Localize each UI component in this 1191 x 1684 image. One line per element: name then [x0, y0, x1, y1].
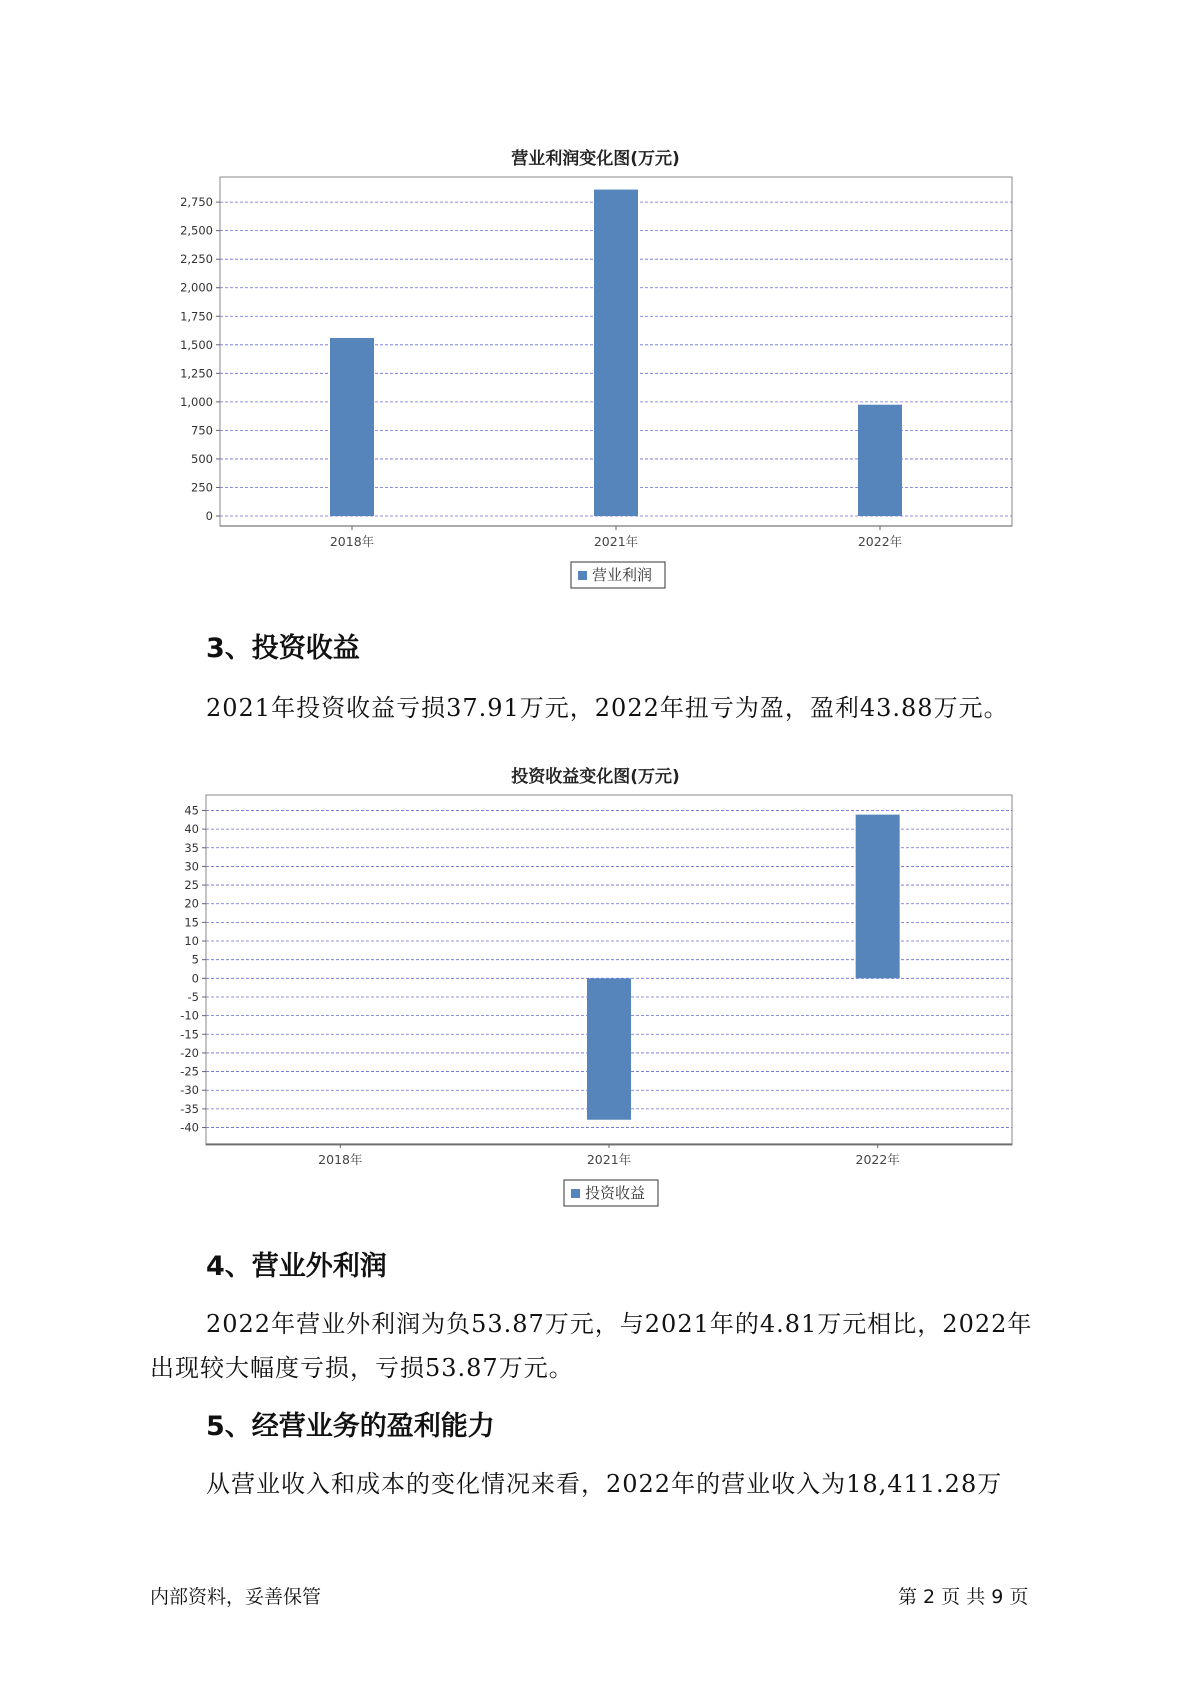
- y-tick-label: -20: [180, 1045, 199, 1060]
- y-tick-label: 35: [184, 840, 199, 855]
- y-tick-label: 1,500: [180, 337, 213, 352]
- bar-2022年: [856, 815, 900, 979]
- y-tick-label: 0: [191, 971, 199, 986]
- x-tick-label: 2021年: [586, 1152, 632, 1167]
- y-tick-label: 2,750: [180, 195, 213, 210]
- y-tick-label: -10: [180, 1008, 199, 1023]
- section-4-text-line1: 2022年营业外利润为负53.87万元，与2021年的4.81万元相比，2022年: [206, 1310, 1033, 1338]
- y-tick-label: 30: [184, 859, 199, 874]
- x-tick-label: 2018年: [318, 1152, 363, 1167]
- chart-title-investment-income: 投资收益变化图(万元): [511, 767, 680, 787]
- y-tick-label: 1,750: [180, 309, 213, 324]
- y-tick-label: 750: [191, 423, 213, 438]
- footer-confidential-note: 内部资料，妥善保管: [150, 1586, 322, 1608]
- y-tick-label: 2,250: [180, 252, 213, 267]
- y-tick-label: 2,000: [180, 280, 213, 295]
- bar-2018年: [330, 338, 374, 516]
- bar-2021年: [594, 190, 638, 516]
- y-tick-label: -5: [187, 989, 199, 1004]
- x-tick-label: 2021年: [593, 534, 639, 549]
- legend-label: 营业利润: [592, 566, 653, 584]
- y-tick-label: 500: [191, 451, 213, 466]
- x-tick-label: 2018年: [329, 534, 375, 549]
- y-tick-label: 10: [184, 934, 199, 949]
- section-5-text: 从营业收入和成本的变化情况来看，2022年的营业收入为18,411.28万: [206, 1470, 1003, 1498]
- footer-page-number: 第 2 页 共 9 页: [898, 1586, 1029, 1608]
- x-tick-label: 2022年: [857, 534, 903, 549]
- section-4-text-line2: 出现较大幅度亏损，亏损53.87万元。: [150, 1354, 574, 1382]
- y-tick-label: -40: [180, 1120, 199, 1135]
- y-tick-label: 1,250: [180, 366, 213, 381]
- y-tick-label: 15: [184, 915, 199, 930]
- x-tick-label: 2022年: [855, 1152, 900, 1167]
- section-3-text: 2021年投资收益亏损37.91万元，2022年扭亏为盈，盈利43.88万元。: [206, 694, 1009, 722]
- section-4-heading: 4、营业外利润: [206, 1251, 387, 1282]
- y-tick-label: -30: [180, 1083, 199, 1098]
- y-tick-label: -35: [180, 1101, 199, 1116]
- y-tick-label: 2,500: [180, 223, 213, 238]
- section-5-heading: 5、经营业务的盈利能力: [206, 1411, 495, 1442]
- legend-swatch: [578, 571, 587, 580]
- section-3-heading: 3、投资收益: [206, 633, 360, 664]
- bar-2021年: [587, 978, 631, 1119]
- y-tick-label: 250: [191, 480, 213, 495]
- y-tick-label: 45: [184, 803, 199, 818]
- y-tick-label: 40: [184, 822, 199, 837]
- y-tick-label: -25: [180, 1064, 199, 1079]
- legend-label: 投资收益: [585, 1184, 646, 1202]
- y-tick-label: 20: [184, 896, 199, 911]
- y-tick-label: -15: [180, 1027, 199, 1042]
- y-tick-label: 25: [184, 878, 199, 893]
- bar-2022年: [858, 405, 902, 516]
- operating-profit-chart: [0, 170, 1191, 590]
- y-tick-label: 1,000: [180, 394, 213, 409]
- legend-swatch: [571, 1189, 580, 1198]
- y-tick-label: 0: [205, 509, 213, 523]
- chart-title-operating-profit: 营业利润变化图(万元): [511, 149, 680, 169]
- y-tick-label: 5: [191, 952, 199, 967]
- investment-income-chart: [0, 790, 1191, 1210]
